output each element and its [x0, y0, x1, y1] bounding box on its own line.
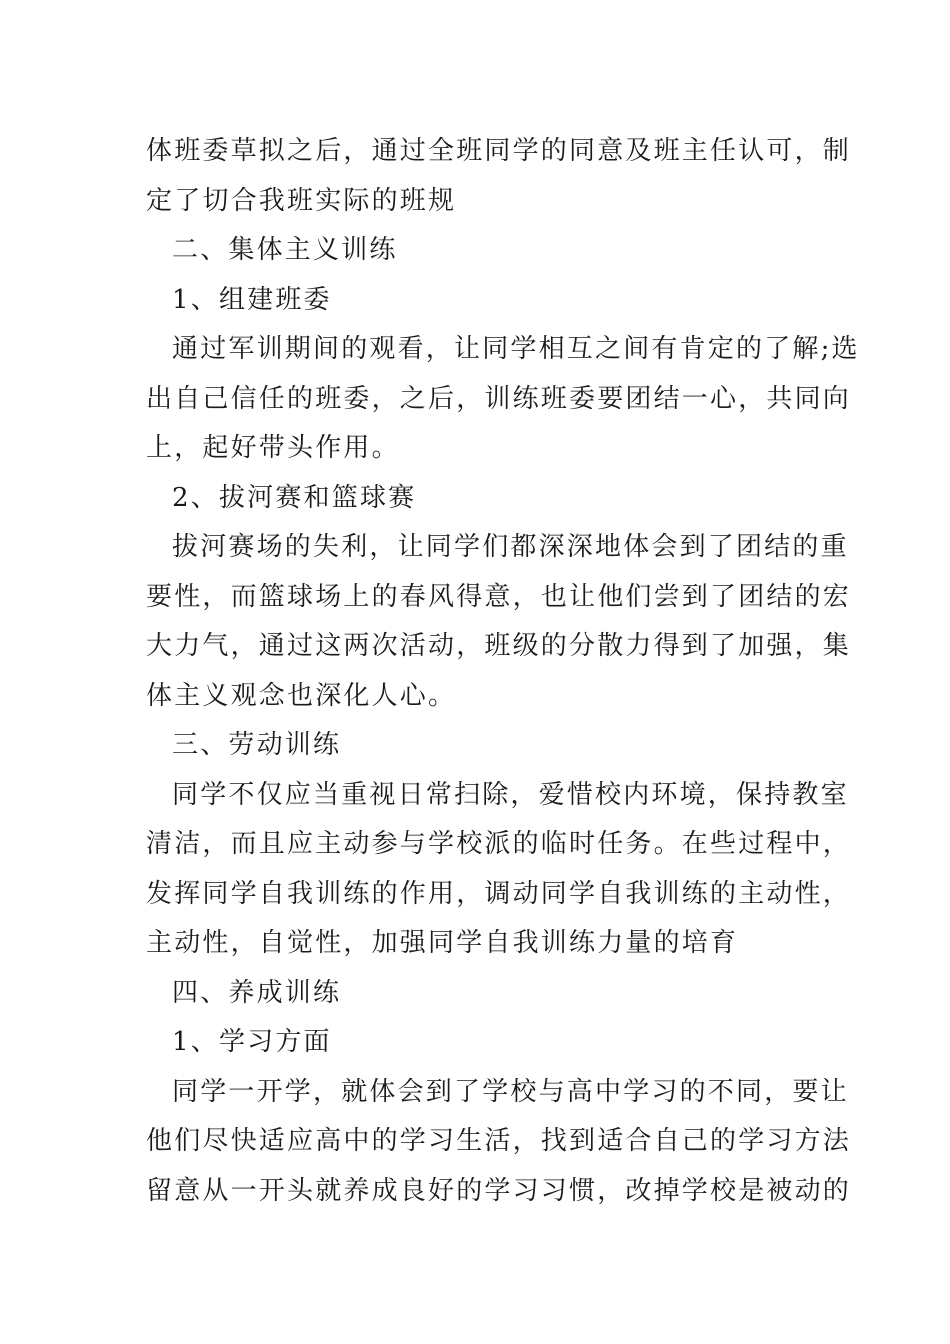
subsection-heading: 1、学习方面: [172, 1027, 332, 1057]
text-line: 出自己信任的班委，之后，训练班委要团结一心，共同向: [146, 383, 852, 414]
text-line: 同学不仅应当重视日常扫除，爱惜校内环境，保持教室: [172, 779, 849, 810]
section-heading: 三、劳动训练: [172, 730, 342, 760]
text-line: 清洁，而且应主动参与学校派的临时任务。在些过程中，: [146, 829, 852, 859]
text-line: 体班委草拟之后，通过全班同学的同意及班主任认可，制: [146, 136, 852, 166]
text-line: 上，起好带头作用。: [146, 433, 400, 463]
text-line: 体主义观念也深化人心。: [146, 680, 457, 711]
text-line: 要性，而篮球场上的春风得意，也让他们尝到了团结的宏: [146, 581, 852, 612]
text-line: 定了切合我班实际的班规: [146, 185, 457, 216]
text-line: 他们尽快适应高中的学习生活，找到适合自己的学习方法: [146, 1126, 852, 1156]
text-line: 发挥同学自我训练的作用，调动同学自我训练的主动性，: [146, 878, 852, 909]
text-line: 同学一开学，就体会到了学校与高中学习的不同，要让: [172, 1076, 849, 1107]
text-line: 主动性，自觉性，加强同学自我训练力量的培育: [146, 928, 739, 958]
section-heading: 四、养成训练: [172, 977, 342, 1008]
section-heading: 二、集体主义训练: [172, 235, 398, 265]
subsection-heading: 1、组建班委: [172, 284, 332, 315]
text-line: 拔河赛场的失利，让同学们都深深地体会到了团结的重: [172, 532, 849, 562]
text-line: 留意从一开头就养成良好的学习习惯，改掉学校是被动的: [146, 1175, 852, 1206]
document-body: [146, 127, 860, 1216]
subsection-heading: 2、拔河赛和篮球赛: [172, 482, 417, 513]
text-line: 大力气，通过这两次活动，班级的分散力得到了加强，集: [146, 631, 852, 661]
text-line: 通过军训期间的观看，让同学相互之间有肯定的了解;选: [172, 334, 860, 364]
